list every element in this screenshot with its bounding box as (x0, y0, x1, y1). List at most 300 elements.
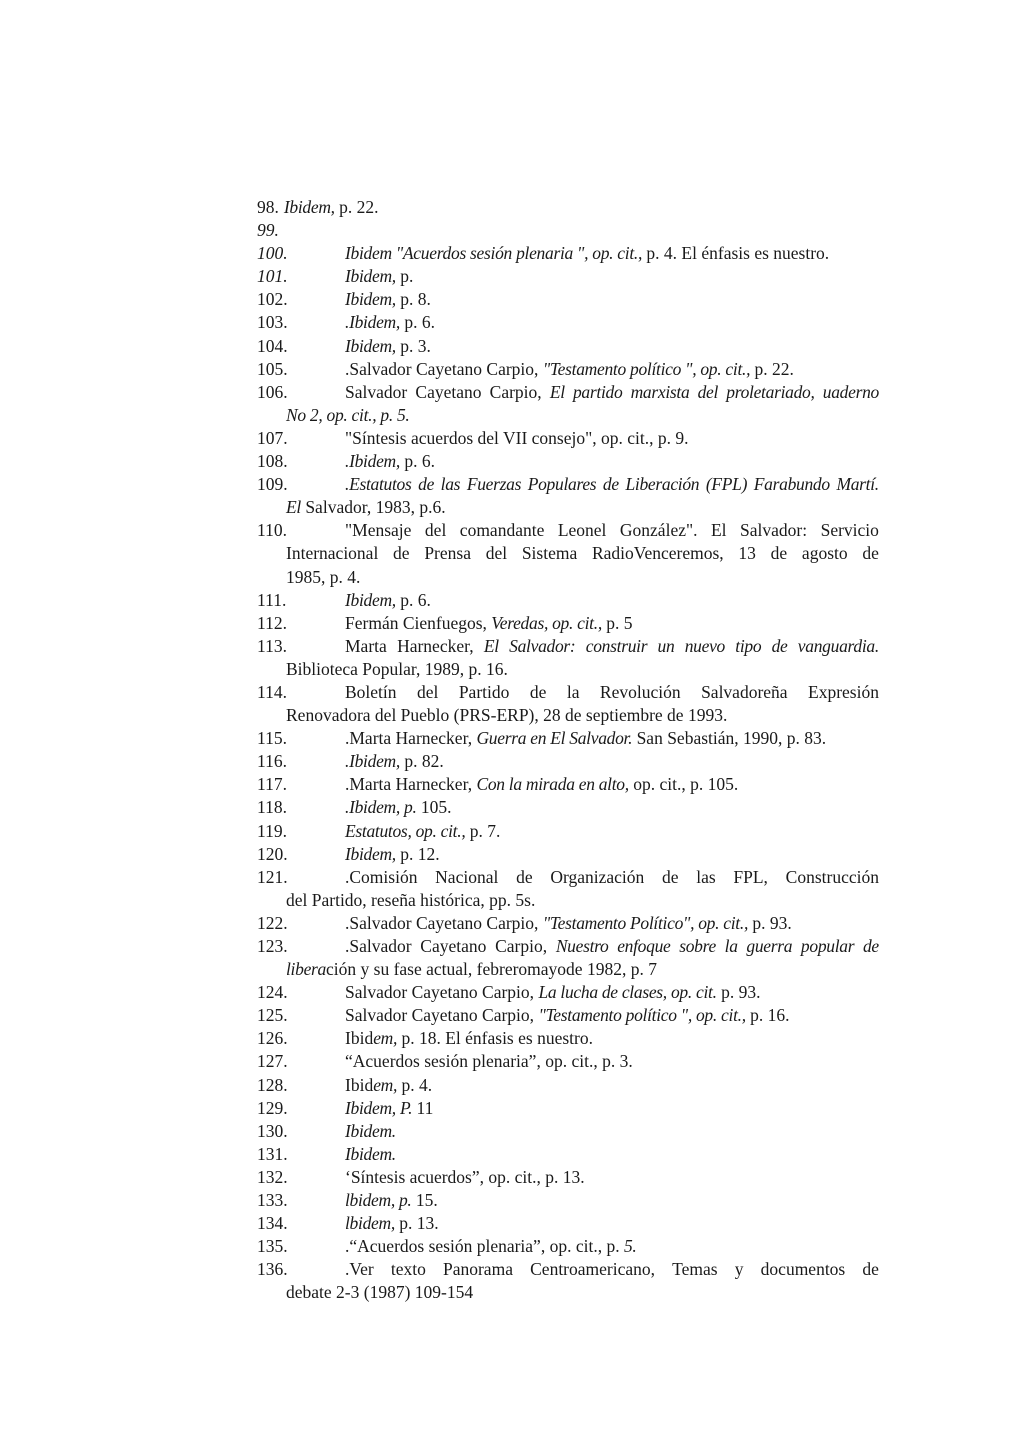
text-segment: 105. (416, 797, 452, 818)
word (696, 866, 715, 889)
text-segment: Centroamericano, (530, 1259, 656, 1280)
text-segment: Servicio (820, 520, 879, 541)
footnote-text (345, 312, 435, 332)
italic-text: (FPL) (705, 474, 748, 495)
footnote-line (257, 1235, 879, 1258)
text-segment: del (424, 520, 447, 541)
footnote-number: 106. (257, 381, 288, 402)
italic-text: Ibidem. (345, 1143, 396, 1164)
footnote-line (257, 589, 879, 612)
word (821, 519, 879, 542)
footnote-number: 112. (257, 612, 287, 633)
text-segment: de (516, 866, 533, 887)
text-segment: Construcción (785, 866, 879, 887)
word (801, 935, 854, 958)
italic-text: proletariado, (726, 381, 815, 402)
word (808, 681, 879, 704)
word (740, 519, 807, 542)
word (631, 381, 690, 404)
footnote-text (345, 590, 431, 610)
footnote-text (345, 336, 431, 356)
text-segment: Leonel (557, 520, 607, 541)
footnote-number: 120. (257, 843, 288, 864)
word: 13 (738, 543, 756, 564)
italic-text: Ibidem, (283, 197, 335, 217)
text-segment: p. 3. (395, 335, 431, 356)
text-segment: p. 7. (465, 820, 501, 841)
footnote-text (345, 1098, 433, 1118)
footnote-text (345, 243, 829, 263)
text-segment: Fermán Cienfuegos, (345, 612, 492, 633)
text-segment: Partido (458, 681, 510, 702)
word (711, 519, 727, 542)
footnote-text (345, 728, 826, 748)
footnote-text (345, 519, 879, 542)
word: de (770, 543, 788, 564)
footnote-number: 107. (257, 427, 288, 448)
footnote-number: 121. (257, 866, 288, 887)
word (706, 473, 747, 496)
footnote-item (257, 335, 879, 358)
footnote-line (257, 796, 879, 819)
footnote-line (257, 288, 879, 311)
italic-text: de (602, 474, 619, 495)
text-segment: 15. (411, 1190, 438, 1211)
footnote-item (257, 242, 879, 265)
word (698, 381, 718, 404)
footnote-text (345, 473, 879, 496)
word (573, 381, 622, 404)
footnote-continuation (257, 496, 879, 519)
text-segment: de (661, 866, 679, 887)
word (425, 519, 446, 542)
footnote-number: 115. (257, 728, 287, 749)
italic-text: construir (585, 635, 648, 656)
footnote-item (257, 612, 879, 635)
word (495, 935, 547, 958)
text-segment: la (566, 681, 580, 702)
footnote-line (257, 473, 879, 496)
word (345, 473, 412, 496)
word (550, 866, 644, 889)
word (567, 681, 580, 704)
text-segment: Harnecker, (397, 635, 474, 656)
italic-text: la (724, 936, 738, 956)
italic-text: .Ibidem, (345, 751, 400, 772)
footnote-number: 133. (257, 1190, 288, 1211)
footnote-text (345, 844, 440, 864)
text-segment: de (862, 1259, 879, 1280)
word (600, 681, 681, 704)
word (391, 1258, 426, 1281)
italic-text: El (286, 497, 301, 518)
footnote-text (345, 1005, 790, 1025)
italic-text: Ibidem "Acuerdos sesión plenaria ", op. cit., (345, 243, 643, 264)
text-segment: p. 18. El énfasis es nuestro. (397, 1028, 593, 1049)
text-segment: Revolución (599, 681, 681, 702)
footnote-line (257, 1166, 879, 1189)
italic-text: Con la mirada en alto, (476, 774, 629, 795)
footnote-line (257, 381, 879, 404)
footnote-line (257, 1143, 879, 1166)
italic-text: Populares (527, 474, 597, 495)
italic-text: Veredas, op. cit., (491, 612, 602, 633)
footnote-number: 135. (257, 1236, 288, 1257)
italic-text: lbidem, (345, 1213, 395, 1234)
italic-text: "Testamento Político", op. cit., (542, 912, 749, 933)
italic-text: partido (572, 381, 623, 402)
italic-text: Martí. (836, 474, 879, 495)
text-segment: Cayetano (415, 381, 482, 402)
footnote-line (257, 820, 879, 843)
footnote-text (345, 1167, 585, 1187)
footnote-line (257, 1027, 879, 1050)
footnote-item (257, 843, 879, 866)
word (735, 635, 761, 658)
footnote-line (257, 242, 879, 265)
word (761, 1258, 846, 1281)
word (345, 935, 412, 958)
footnote-item (257, 1074, 879, 1097)
footnote-text (345, 289, 431, 309)
word (662, 866, 679, 889)
text-segment: ción y su fase actual, febreromayode 1982, p. 7 (326, 959, 657, 980)
text-segment: Boletín (345, 681, 397, 702)
word (823, 381, 879, 404)
word (484, 635, 499, 658)
footnote-line (257, 1120, 879, 1143)
footnote-number: 127. (257, 1051, 288, 1072)
italic-text: Salvador: (509, 635, 576, 656)
footnote-text (345, 359, 794, 379)
footnote-number: 101. (257, 266, 288, 287)
footnote-number: 125. (257, 1005, 288, 1026)
text-segment: .Marta Harnecker, (345, 774, 477, 795)
italic-text: Fuerzas (466, 474, 522, 495)
word (550, 381, 565, 404)
footnote-number: 123. (257, 936, 288, 956)
footnote-text (345, 266, 413, 286)
italic-text: .Ibidem, p. (345, 797, 417, 818)
footnote-item (257, 288, 879, 311)
footnote-number: 103. (257, 312, 288, 333)
footnote-continuation (257, 566, 879, 589)
word (418, 473, 434, 496)
text-segment: p. (395, 266, 414, 287)
footnote-line (257, 358, 879, 381)
text-segment: Carpio, (489, 381, 542, 402)
footnote-item (257, 589, 879, 612)
word: de (862, 543, 879, 564)
footnote-item (257, 1004, 879, 1027)
word (490, 381, 542, 404)
footnote-text (345, 1144, 396, 1164)
word (420, 935, 486, 958)
footnote-text (345, 681, 879, 704)
footnote-number: 126. (257, 1028, 288, 1049)
word (345, 866, 417, 889)
footnote-item (257, 381, 879, 427)
footnote-item (257, 1143, 879, 1166)
word (397, 635, 474, 658)
italic-text: Ibidem, (345, 843, 396, 864)
italic-text: Ibidem. (345, 1120, 396, 1141)
italic-text: de (771, 635, 788, 656)
italic-text: "Testamento político ", op. cit., (542, 358, 751, 379)
italic-text: sobre (679, 936, 716, 956)
footnote-line (257, 427, 879, 450)
footnote-line (257, 981, 879, 1004)
text-segment: p. 13. (394, 1213, 439, 1234)
footnote-continuation (257, 958, 879, 981)
footnote-line (257, 912, 879, 935)
footnote-text (345, 1051, 633, 1071)
word (443, 1258, 513, 1281)
italic-text: .Ibidem, (345, 451, 400, 472)
footnote-number: 108. (257, 451, 288, 472)
footnote-line (257, 1189, 879, 1212)
footnote-line (257, 265, 879, 288)
italic-text: nuevo (684, 635, 725, 656)
text-segment: .Salvador (345, 936, 412, 956)
text-segment: Organización (550, 866, 645, 887)
footnote-item (257, 1212, 879, 1235)
word (345, 635, 387, 658)
word (726, 381, 814, 404)
footnote-number: 117. (257, 774, 287, 795)
text-segment: debate 2-3 (1987) 109-154 (286, 1282, 474, 1303)
word: Internacional (286, 543, 379, 564)
text-segment: FPL, (733, 866, 768, 887)
footnote-number: 111. (257, 589, 287, 610)
footnote-item (257, 358, 879, 381)
text-segment: .“Acuerdos sesión plenaria”, op. cit., p. (345, 1236, 624, 1257)
italic-text: em, (373, 1074, 398, 1095)
footnote-item (257, 773, 879, 796)
footnote-number: 124. (257, 982, 288, 1003)
footnote-line (257, 750, 879, 773)
footnote-text (345, 935, 879, 958)
text-segment: Salvador, 1983, p.6. (300, 497, 446, 518)
footnote-item (257, 1235, 879, 1258)
italic-text: Ibidem, (345, 289, 396, 310)
footnote-text (345, 866, 879, 889)
word (836, 473, 878, 496)
text-segment: Salvadoreña (701, 681, 788, 702)
word (556, 935, 609, 958)
word (701, 681, 788, 704)
footnote-item (257, 681, 879, 727)
text-segment: p. 4. (397, 1074, 433, 1095)
text-segment: p. 22. (334, 197, 379, 217)
text-segment: Carpio, (495, 936, 548, 956)
footnote-text (345, 1121, 396, 1141)
text-segment: las (696, 866, 716, 887)
footnote-number: 118. (257, 797, 287, 818)
text-segment: Ibid (345, 1028, 374, 1049)
italic-text: No 2, op. cit., p. 5. (286, 404, 410, 425)
footnote-number: 109. (257, 474, 288, 495)
footnote-item (257, 1027, 879, 1050)
footnote-line (257, 1097, 879, 1120)
text-segment: San Sebastián, 1990, p. 83. (632, 728, 827, 749)
footnote-item (257, 820, 879, 843)
word (603, 473, 619, 496)
text-segment: texto (390, 1259, 426, 1280)
word: agosto (801, 543, 848, 564)
footnote-line (257, 612, 879, 635)
text-segment: Salvador Cayetano Carpio, (345, 982, 539, 1003)
footnote-item (257, 265, 879, 288)
footnote-line (257, 681, 879, 704)
italic-text: Nuestro (555, 936, 609, 956)
footnote-number: 136. (257, 1259, 288, 1280)
text-segment: de (529, 681, 547, 702)
text-segment: ‘Síntesis acuerdos”, op. cit., p. 13. (345, 1166, 585, 1187)
footnote-line (257, 1050, 879, 1073)
footnote-item (257, 450, 879, 473)
footnote-text (345, 982, 760, 1002)
word (617, 935, 670, 958)
footnote-continuation (257, 658, 879, 681)
footnote-line (257, 935, 879, 958)
footnote-text (345, 1028, 593, 1048)
italic-text: Estatutos, op. cit., (345, 820, 466, 841)
footnote-text (345, 635, 879, 658)
footnote-continuation (257, 404, 879, 427)
italic-text: em, (373, 1028, 398, 1049)
word: Prensa (424, 543, 471, 564)
italic-text: Ibidem, (345, 266, 396, 287)
italic-text: uaderno (822, 381, 879, 402)
word (685, 635, 725, 658)
text-segment: Temas (672, 1259, 718, 1280)
word (558, 519, 607, 542)
word (586, 635, 647, 658)
text-segment: p. 22. (750, 358, 794, 379)
word (786, 866, 879, 889)
footnote-text (345, 797, 452, 817)
footnote-number: 130. (257, 1120, 288, 1141)
footnote-item (257, 1166, 879, 1189)
italic-text: de (862, 936, 879, 956)
footnote-number: 100. (257, 243, 288, 264)
word (415, 381, 481, 404)
text-segment: Salvador Cayetano Carpio, (345, 1005, 539, 1026)
footnote-text (345, 381, 879, 404)
word (862, 1258, 879, 1281)
word (772, 635, 788, 658)
italic-text: marxista (630, 381, 690, 402)
word: del (485, 543, 508, 564)
footnote-line (257, 773, 879, 796)
footnote-item (257, 427, 879, 450)
footnote-item (257, 196, 879, 219)
text-segment: p. 16. (745, 1005, 790, 1026)
text-segment: 1985, p. 4. (286, 566, 361, 587)
text-segment: p. 5 (601, 612, 633, 633)
word (459, 681, 510, 704)
footnote-text (345, 1236, 636, 1256)
footnote-line (257, 1258, 879, 1281)
text-segment: .Salvador Cayetano Carpio, (345, 912, 543, 933)
word (345, 1258, 374, 1281)
footnote-line (257, 450, 879, 473)
footnote-continuation (257, 542, 879, 565)
footnote-continuation (257, 1281, 879, 1304)
italic-text: 5. (623, 1236, 637, 1257)
footnote-number: 134. (257, 1213, 288, 1234)
footnotes-list (257, 196, 879, 1305)
word (441, 473, 461, 496)
text-segment: .Marta Harnecker, (345, 728, 477, 749)
italic-text: tipo (735, 635, 762, 656)
word (625, 473, 699, 496)
footnote-line (257, 1212, 879, 1235)
footnote-number: 99. (257, 220, 279, 241)
footnote-item (257, 866, 879, 912)
italic-text: un (657, 635, 675, 656)
footnote-item (257, 750, 879, 773)
footnote-number: 113. (257, 635, 287, 656)
italic-text: las (440, 474, 461, 495)
text-segment: p. 6. (399, 312, 435, 333)
footnote-item (257, 311, 879, 334)
text-segment: Salvador (345, 381, 408, 402)
italic-text: de (418, 474, 435, 495)
word (509, 635, 575, 658)
italic-text: enfoque (617, 936, 671, 956)
footnote-number: 116. (257, 751, 287, 772)
italic-text: vanguardia. (797, 635, 879, 656)
text-segment: “Acuerdos sesión plenaria”, op. cit., p. 3. (345, 1051, 633, 1072)
footnote-item (257, 1120, 879, 1143)
word (528, 473, 597, 496)
text-segment: p. 12. (395, 843, 440, 864)
word (417, 681, 438, 704)
footnote-text (345, 613, 633, 633)
text-segment: Salvador: (740, 520, 808, 541)
text-segment: p. 8. (395, 289, 431, 310)
word (530, 681, 547, 704)
italic-text: libera (286, 959, 327, 980)
footnote-number: 114. (257, 681, 287, 702)
word: Sistema (521, 543, 578, 564)
footnote-line (257, 727, 879, 750)
footnote-number: 98. (257, 197, 279, 217)
word (672, 1258, 717, 1281)
italic-text: Ibidem, (345, 589, 396, 610)
italic-text: .Estatutos (345, 474, 412, 495)
footnote-line (257, 1074, 879, 1097)
word (735, 1258, 744, 1281)
text-segment: p. 93. (748, 912, 792, 933)
italic-text: Ibidem, P. (345, 1097, 413, 1118)
footnote-line (257, 635, 879, 658)
italic-text: Guerra en El Salvador. (476, 728, 633, 749)
footnote-line (257, 1004, 879, 1027)
footnote-item (257, 796, 879, 819)
word (679, 935, 716, 958)
text-segment: Biblioteca Popular, 1989, p. 16. (286, 658, 508, 679)
footnote-item (257, 219, 879, 242)
word (620, 519, 698, 542)
word (746, 935, 792, 958)
footnote-number: 104. (257, 335, 288, 356)
text-segment: .Comisión (345, 866, 418, 887)
footnote-text (345, 1190, 438, 1210)
footnote-number: 102. (257, 289, 288, 310)
